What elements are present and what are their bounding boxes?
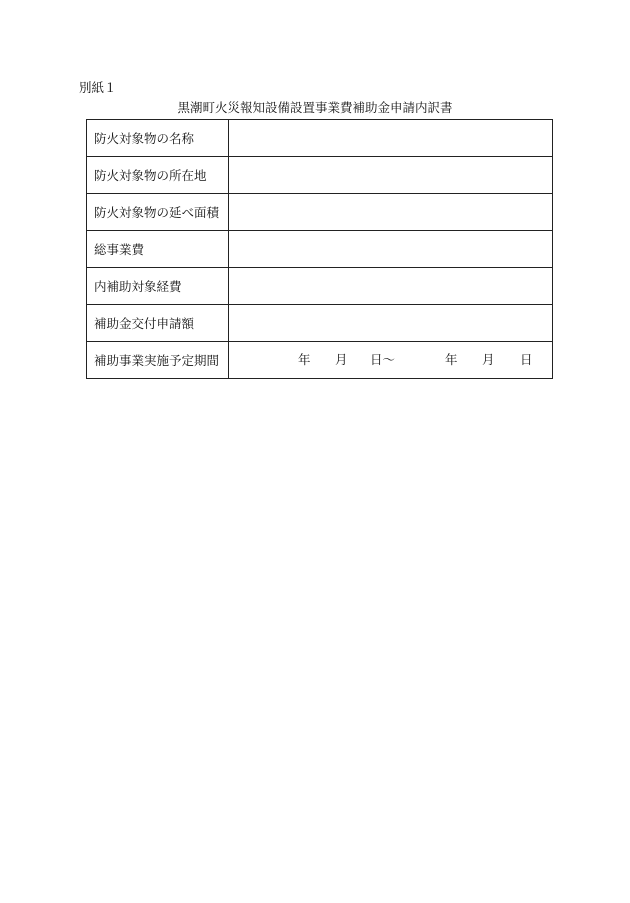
row-label-total-cost: 総事業費: [87, 231, 229, 268]
table-row: [87, 305, 553, 342]
facility-name-field[interactable]: [229, 120, 553, 157]
end-year-unit: 年: [445, 352, 458, 367]
facility-address-field[interactable]: [229, 157, 553, 194]
end-day-unit: 日: [520, 352, 533, 367]
row-label-facility-address: 防火対象物の所在地: [87, 157, 229, 194]
total-cost-field[interactable]: [229, 231, 553, 268]
breakdown-table: [86, 119, 553, 379]
table-row: [87, 194, 553, 231]
table-row: [87, 268, 553, 305]
annex-label: 別紙１: [79, 80, 117, 95]
floor-area-field[interactable]: [229, 194, 553, 231]
table-row: [87, 231, 553, 268]
subsidy-amount-field[interactable]: [229, 305, 553, 342]
implementation-period-field[interactable]: [229, 342, 553, 379]
start-year-unit: 年: [298, 352, 311, 367]
row-label-facility-name: 防火対象物の名称: [87, 120, 229, 157]
table-row: [87, 342, 553, 379]
row-label-implementation-period: 補助事業実施予定期間: [87, 342, 229, 379]
start-month-unit: 月: [335, 352, 348, 367]
eligible-cost-field[interactable]: [229, 268, 553, 305]
start-day-unit: 日〜: [370, 352, 396, 367]
period-date-range: [229, 342, 552, 378]
row-label-subsidy-amount: 補助金交付申請額: [87, 305, 229, 342]
table-row: [87, 157, 553, 194]
document-title: 黒潮町火災報知設備設置事業費補助金申請内訳書: [177, 100, 453, 115]
row-label-floor-area: 防火対象物の延べ面積: [87, 194, 229, 231]
table-row: [87, 120, 553, 157]
end-month-unit: 月: [482, 352, 495, 367]
row-label-eligible-cost: 内補助対象経費: [87, 268, 229, 305]
